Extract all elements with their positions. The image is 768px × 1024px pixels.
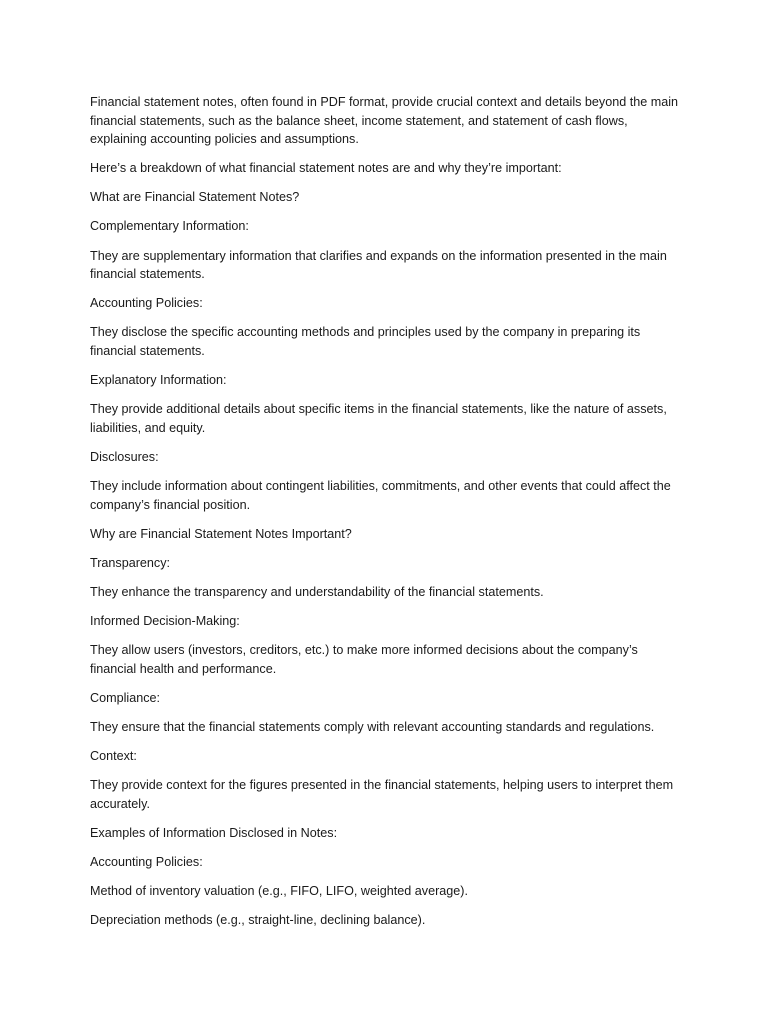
item-heading-accounting-policies: Accounting Policies: — [90, 296, 203, 311]
section-heading-why-important: Why are Financial Statement Notes Important? — [90, 526, 352, 541]
intro-paragraph: Financial statement notes, often found in PDF format, provide crucial context and details beyond the main financial statements, such as the balance sheet, income statement, and statement of cash flows, explaining accounting policies and assumptions. — [90, 95, 679, 147]
item-text-transparency: They enhance the transparency and understandability of the financial statements. — [90, 584, 544, 599]
item-text-compliance: They ensure that the financial statements comply with relevant accounting standards and regulations. — [90, 719, 655, 734]
example-depreciation-methods: Depreciation methods (e.g., straight-line, declining balance). — [90, 912, 426, 927]
item-text-disclosures: They include information about contingent liabilities, commitments, and other events that could affect the company’s financial position. — [90, 478, 671, 512]
item-text-informed-decision-making: They allow users (investors, creditors, etc.) to make more informed decisions about the company’s financial health and performance. — [90, 642, 638, 676]
item-heading-transparency: Transparency: — [90, 555, 171, 570]
item-text-accounting-policies: They disclose the specific accounting methods and principles used by the company in preparing its financial statements. — [90, 325, 641, 358]
item-heading-explanatory-information: Explanatory Information: — [90, 373, 227, 388]
item-heading-disclosures: Disclosures: — [90, 449, 159, 464]
breakdown-intro: Here’s a breakdown of what financial statement notes are and why they’re important: — [90, 161, 562, 176]
item-heading-complementary-information: Complementary Information: — [90, 219, 249, 234]
item-heading-compliance: Compliance: — [90, 690, 160, 705]
item-text-complementary-information: They are supplementary information that clarifies and expands on the information presented in the main financial statements. — [90, 248, 667, 282]
item-text-context: They provide context for the figures presented in the financial statements, helping users to interpret them accurately. — [90, 777, 674, 811]
item-heading-context: Context: — [90, 748, 137, 763]
item-heading-accounting-policies-examples: Accounting Policies: — [90, 854, 203, 869]
example-inventory-valuation: Method of inventory valuation (e.g., FIFO, LIFO, weighted average). — [90, 883, 468, 898]
document-body — [90, 93, 680, 940]
item-text-explanatory-information: They provide additional details about specific items in the financial statements, like the nature of assets, liabilities, and equity. — [90, 402, 667, 435]
section-heading-what-are-notes: What are Financial Statement Notes? — [90, 190, 300, 205]
section-heading-examples: Examples of Information Disclosed in Notes: — [90, 825, 338, 840]
item-heading-informed-decision-making: Informed Decision-Making: — [90, 613, 240, 628]
